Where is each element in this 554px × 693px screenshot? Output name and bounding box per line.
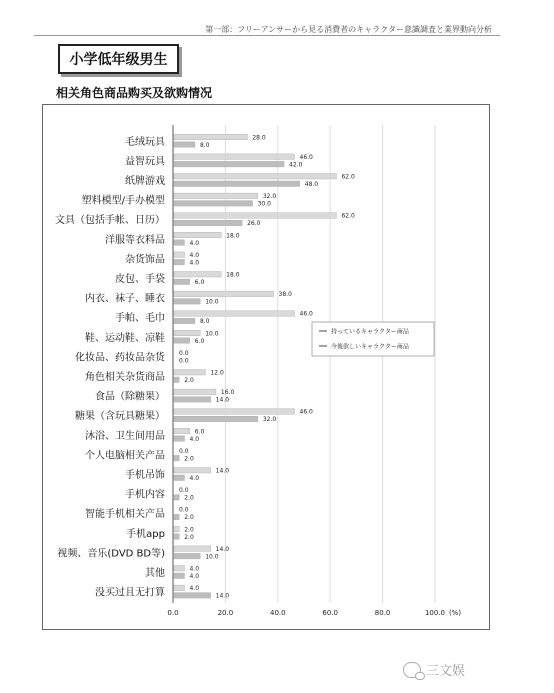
bar (174, 279, 190, 285)
bar-value-label: 14.0 (215, 467, 230, 475)
bar (174, 240, 184, 246)
category-label: 没买过且无打算 (95, 587, 165, 599)
bar-value-label: 18.0 (226, 232, 240, 240)
bar-value-label: 4.0 (189, 239, 200, 247)
bar-value-label: 10.0 (205, 330, 219, 338)
bar (174, 495, 179, 501)
bar (174, 181, 300, 187)
bar-value-label: 14.0 (215, 396, 230, 404)
category-label: 益智玩具 (125, 156, 165, 168)
bar (174, 318, 195, 324)
bar-value-label: 62.0 (341, 212, 355, 220)
bar-value-label: 2.0 (184, 455, 194, 463)
watermark (403, 660, 465, 679)
bar (174, 593, 211, 599)
category-label: 食品（除糖果） (95, 391, 165, 403)
bar (174, 213, 336, 219)
bar-value-label: 14.0 (215, 592, 230, 600)
bar (174, 514, 179, 520)
bar-value-label: 48.0 (304, 181, 319, 188)
category-label: 塑料模型/手办模型 (81, 195, 165, 207)
x-tick-label: 60.0 (322, 609, 338, 617)
bar (174, 428, 190, 434)
bar-value-label: 4.0 (189, 251, 200, 259)
bar (174, 338, 190, 344)
bar-value-label: 46.0 (299, 408, 313, 416)
bar (174, 311, 295, 317)
bar-value-label: 0.0 (179, 349, 189, 357)
bar-value-label: 6.0 (194, 337, 205, 345)
bar-value-label: 46.0 (299, 310, 313, 318)
bar (174, 468, 211, 474)
bar (174, 330, 200, 336)
category-label: 智能手机相关产品 (85, 509, 165, 521)
category-label: 内衣、袜子、睡衣 (85, 293, 165, 305)
bar-value-label: 32.0 (262, 416, 277, 424)
bar-value-label: 4.0 (189, 475, 200, 482)
bar (174, 220, 242, 226)
bar-value-label: 4.0 (189, 573, 200, 580)
bar-value-label: 8.0 (199, 141, 210, 149)
x-tick-label: 0.0 (167, 609, 179, 617)
category-label: 糖果（含玩具糖果） (75, 411, 165, 423)
bar (174, 299, 200, 305)
watermark-text: 三文娱 (426, 664, 466, 679)
bar-value-label: 2.0 (184, 494, 194, 502)
bar-value-label: 0.0 (179, 487, 189, 495)
category-label: 角色相关杂货商品 (85, 372, 165, 383)
category-label: 手机吊饰 (125, 470, 165, 481)
bar (174, 259, 184, 265)
x-tick-label: 40.0 (270, 609, 286, 617)
category-label: 鞋、运动鞋、凉鞋 (85, 332, 165, 344)
category-label: 其他 (145, 568, 165, 579)
bar-value-label: 0.0 (179, 357, 189, 365)
category-label: 手帕、毛巾 (115, 313, 165, 325)
bar (174, 526, 179, 532)
bar (174, 232, 221, 238)
bar-value-label: 8.0 (199, 318, 210, 326)
legend-box (312, 322, 434, 356)
bar-value-label: 18.0 (226, 271, 240, 279)
bar (174, 436, 184, 442)
bar (174, 142, 195, 148)
category-label: 皮包、手袋 (115, 274, 165, 285)
bar-value-label: 38.0 (278, 291, 292, 299)
bar (174, 416, 258, 422)
bar (174, 409, 295, 415)
legend-label: 今後欲しいキャラクター商品 (331, 343, 409, 351)
bar (174, 161, 284, 167)
bar (174, 252, 184, 258)
bar-value-label: 4.0 (189, 259, 200, 267)
bar-value-label: 12.0 (210, 369, 224, 377)
bar-value-label: 2.0 (184, 514, 194, 522)
bar-value-label: 4.0 (189, 435, 200, 443)
bar-value-label: 6.0 (194, 279, 205, 286)
bar-value-label: 62.0 (341, 173, 355, 181)
bar (174, 291, 274, 297)
bar (174, 534, 179, 540)
bar-value-label: 4.0 (189, 565, 200, 573)
bar-value-label: 28.0 (252, 134, 266, 142)
bar (174, 377, 179, 383)
bar (174, 154, 295, 160)
bar-value-label: 16.0 (220, 389, 235, 397)
category-label: 洋服等衣料品 (105, 234, 165, 246)
bar (174, 193, 258, 199)
section-label: 小学低年级男生 (58, 44, 179, 74)
wechat-icon (403, 662, 421, 678)
bar-value-label: 14.0 (215, 545, 230, 553)
category-label: 杂货饰品 (125, 254, 165, 266)
bar (174, 585, 184, 591)
bar-value-label: 2.0 (184, 533, 194, 541)
bar-value-label: 2.0 (184, 377, 194, 384)
bar-value-label: 10.0 (205, 298, 219, 306)
bar-value-label: 46.0 (299, 153, 313, 161)
x-axis-unit: (%) (448, 609, 462, 617)
bar (174, 546, 211, 552)
bar (174, 566, 184, 572)
bar (174, 201, 253, 207)
chart-title: 相关角色商品购买及欲购情况 (56, 86, 213, 100)
category-label: 沐浴、卫生间用品 (85, 430, 165, 442)
bar-value-label: 0.0 (179, 447, 189, 455)
bar (174, 397, 211, 403)
category-label: 毛绒玩具 (125, 136, 165, 148)
x-tick-label: 20.0 (217, 609, 234, 617)
bar-value-label: 30.0 (257, 200, 271, 208)
bar-value-label: 0.0 (179, 506, 189, 514)
bar-value-label: 4.0 (189, 585, 200, 593)
bar (174, 134, 247, 140)
category-label: 化妆品、药妆品杂货 (75, 352, 165, 364)
bar (174, 370, 205, 376)
bar (174, 272, 221, 278)
category-label: 纸牌游戏 (125, 176, 165, 187)
bar (174, 174, 336, 180)
bar-value-label: 6.0 (194, 428, 205, 436)
bar (174, 553, 200, 559)
category-label: 文具（包括手帐、日历） (55, 215, 165, 227)
category-label: 个人电脑相关产品 (85, 450, 165, 462)
legend-label: 持っているキャラクター商品 (331, 328, 409, 336)
category-label: 视频、音乐(DVD BD等) (57, 548, 165, 560)
bar (174, 455, 179, 461)
bar (174, 573, 184, 579)
category-label: 手机app (126, 528, 165, 540)
x-tick-label: 80.0 (374, 609, 391, 617)
x-tick-label: 100.0 (424, 609, 446, 617)
bar (174, 389, 216, 395)
bar-value-label: 32.0 (262, 193, 277, 201)
bar-value-label: 2.0 (184, 526, 194, 534)
bar-value-label: 42.0 (289, 161, 303, 169)
bar (174, 475, 184, 481)
bar-value-label: 10.0 (205, 553, 219, 561)
category-label: 手机内容 (125, 489, 165, 501)
running-head: 第一部：フリーアンサーから見る消費者のキャラクター意識調査と業界動向分析 (205, 25, 492, 34)
bar-value-label: 26.0 (247, 220, 261, 228)
